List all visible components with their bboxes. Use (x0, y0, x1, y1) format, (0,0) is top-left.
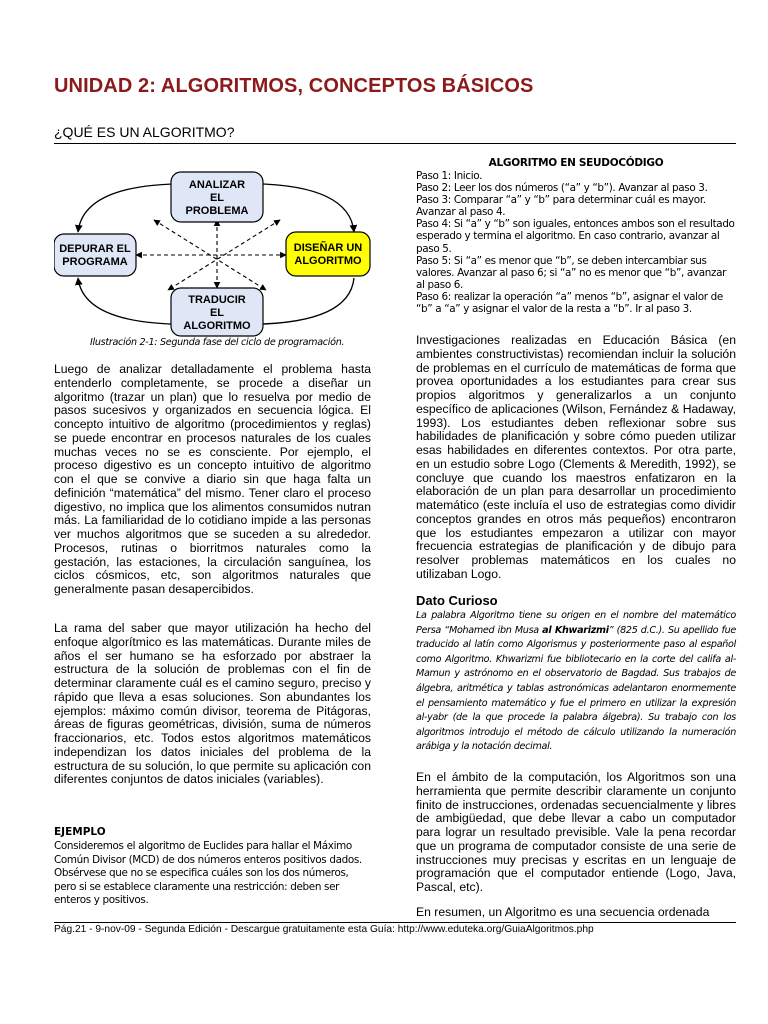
box-depurar (54, 234, 136, 276)
left-paragraph-2: La rama del saber que mayor utilización ha hecho del enfoque algorítmico es las matemáticas. Durante miles de años el ser humano se ha esforzado por abstraer la estructura de la solución de problemas con el fin de determinar claramente cuál es el camino seguro, preciso y rápido que lleva a esas soluciones. Son abundantes los ejemplos: máximo común divisor, teorema de Pitágoras, áreas de figuras geométricas, división, suma de números fraccionarios, etc. Todos estos algoritmos matemáticos independizan los datos iniciales del problema de la estructura de su solución, lo que permite su aplicación con diferentes conjuntos de datos iniciales (variables). (54, 621, 371, 787)
box-analizar (171, 172, 263, 222)
pseudocode-steps (416, 170, 736, 315)
pseudocode-step-1: Paso 1: Inicio. (416, 170, 483, 182)
right-paragraph-1: Investigaciones realizadas en Educación Básica (en ambientes constructivistas) recomiendan incluir la solución de problemas en el currículo de matemáticas de forma que provea oportunidades a los estudiantes para crear sus propios algoritmos y generalizarlos a un conjunto específico de aplicaciones (Wilson, Fernández & Hadaway, 1993). Los estudiantes deben reflexionar sobre sus habilidades de planificación y sobre cómo pueden utilizar esas habilidades en diferentes contextos. Por otra parte, en un estudio sobre Logo (Clements & Meredith, 1992), se concluye que cuando los maestros enfatizaron en la elaboración de un plan para desarrollar un procedimiento matemático (este incluía el uso de estrategias como dividir conceptos grandes en otros más pequeños) encontraron que los estudiantes empezaron a utilizar con mayor frecuencia estrategias de planificación y de dibujo para resolver problemas matemáticos en los cuales no utilizaban Logo. (416, 333, 736, 581)
pseudocode-title: ALGORITMO EN SEUDOCÓDIGO (488, 157, 664, 169)
footer-rule (54, 922, 736, 923)
box-analizar-line2: EL (209, 192, 225, 204)
dato-curioso-text (416, 609, 736, 755)
box-analizar-line1: ANALIZAR (188, 179, 246, 191)
left-paragraph-1: Luego de analizar detalladamente el problema hasta entenderlo completamente, se procede a diseñar un algoritmo (trazar un plan) que lo resuelva por medio de pasos sucesivos y organizados en secuencia lógica. El concepto intuitivo de algoritmo (procedimientos y reglas) se puede encontrar en procesos naturales de los cuales muchas veces no se es consciente. Por ejemplo, el proceso digestivo es un concepto intuitivo de algoritmo con el que se convive a diario sin que haga falta un definición “matemática” del mismo. Tener claro el proceso digestivo, no implica que los alimentos consumidos nutran más. La familiaridad de lo cotidiano impide a las personas ver muchos algoritmos que se suceden a su alrededor. Procesos, rutinas o biorritmos naturales como la gestación, las estaciones, la circulación sanguínea, los ciclos cósmicos, etc, son algoritmos naturales que generalmente pasan desapercibidos. (54, 362, 371, 596)
right-paragraph-2: En el ámbito de la computación, los Algoritmos son una herramienta que permite describir claramente un conjunto finito de instrucciones, ordenadas secuencialmente y libres de ambigüedad, que debe llevar a cabo un computador para lograr un resultado previsible. Vale la pena recordar que un programa de computador consiste de una serie de instrucciones muy precisas y escritas en un lenguaje de programación que el computador entiende (Logo, Java, Pascal, etc). (416, 770, 736, 894)
heading-rule (54, 143, 736, 144)
box-traducir-line2: EL (209, 307, 225, 319)
box-disenar-line2: ALGORITMO (294, 255, 362, 267)
dato-text-b: ” (825 d.C.). Su apellido fue traducido al latín como Algorismus y posteriormente paso al español como Algoritmo. Khwarizmi fue bibliotecario en la corte del califa al-Mamun y astrónomo en el observatorio de Bagdad. Sus trabajos de álgebra, aritmética y tablas astronómicas adelantaron enormemente el pensamiento matemático y fue el primero en utilizar la expresión al-yabr (de la que procede la palabra álgebra). Su trabajo con los algoritmos introdujo el método de cálculo utilizando la numeración arábiga y la notación decimal. (416, 624, 736, 753)
box-disenar (286, 232, 370, 276)
box-depurar-line1: DEPURAR EL (59, 243, 131, 255)
dato-text-name: al Khwarizmi (542, 624, 609, 636)
dato-text-a: La palabra Algoritmo tiene su origen en el nombre del matemático Persa “Mohamed ibn Musa (416, 610, 736, 636)
ejemplo-heading: EJEMPLO (54, 826, 106, 838)
pseudocode-step-4: Paso 4: Si “a” y “b” son iguales, entonces ambos son el resultado esperado y termina el algoritmo. En caso contrario, avanzar al paso 5. (416, 218, 735, 255)
box-disenar-line1: DISEÑAR UN (293, 242, 363, 254)
page-footer: Pág.21 - 9-nov-09 - Segunda Edición - Descargue gratuitamente esta Guía: http://www.eduteka.org/GuiaAlgoritmos.php (54, 924, 594, 935)
pseudocode-step-3: Paso 3: Comparar “a” y “b” para determinar cuál es mayor. Avanzar al paso 4. (416, 194, 706, 219)
pseudocode-step-5: Paso 5: Si “a” es menor que “b”, se deben intercambiar sus valores. Avanzar al paso 6; si “a” no es menor que “b”, avanzar al paso 6. (416, 254, 727, 291)
pseudocode-step-6: Paso 6: realizar la operación “a” menos “b”, asignar el valor de “b” a “a” y asignar el valor de la resta a “b”. Ir al paso 3. (416, 290, 723, 316)
box-traducir-line1: TRADUCIR (188, 294, 246, 306)
section-heading: ¿QUÉ ES UN ALGORITMO? (54, 124, 235, 140)
dato-curioso-heading: Dato Curioso (416, 593, 498, 608)
box-traducir-line3: ALGORITMO (183, 320, 251, 332)
programming-cycle-diagram (54, 160, 380, 340)
figure-caption: Ilustración 2-1: Segunda fase del ciclo de programación. (90, 337, 345, 348)
ejemplo-text: Consideremos el algoritmo de Euclides para hallar el Máximo Común Divisor (MCD) de dos números enteros positivos dados. Obsérvese que no se especifica cuáles son los dos números, pero si se establece claramente una restricción: deben ser enteros y positivos. (54, 840, 362, 906)
box-traducir (171, 288, 263, 336)
pseudocode-step-2: Paso 2: Leer los dos números (“a” y “b”). Avanzar al paso 3. (416, 182, 708, 195)
box-analizar-line3: PROBLEMA (185, 205, 249, 217)
page-title: UNIDAD 2: ALGORITMOS, CONCEPTOS BÁSICOS (54, 75, 534, 97)
box-depurar-line2: PROGRAMA (62, 256, 128, 268)
right-paragraph-3: En resumen, un Algoritmo es una secuencia ordenada (416, 905, 710, 919)
